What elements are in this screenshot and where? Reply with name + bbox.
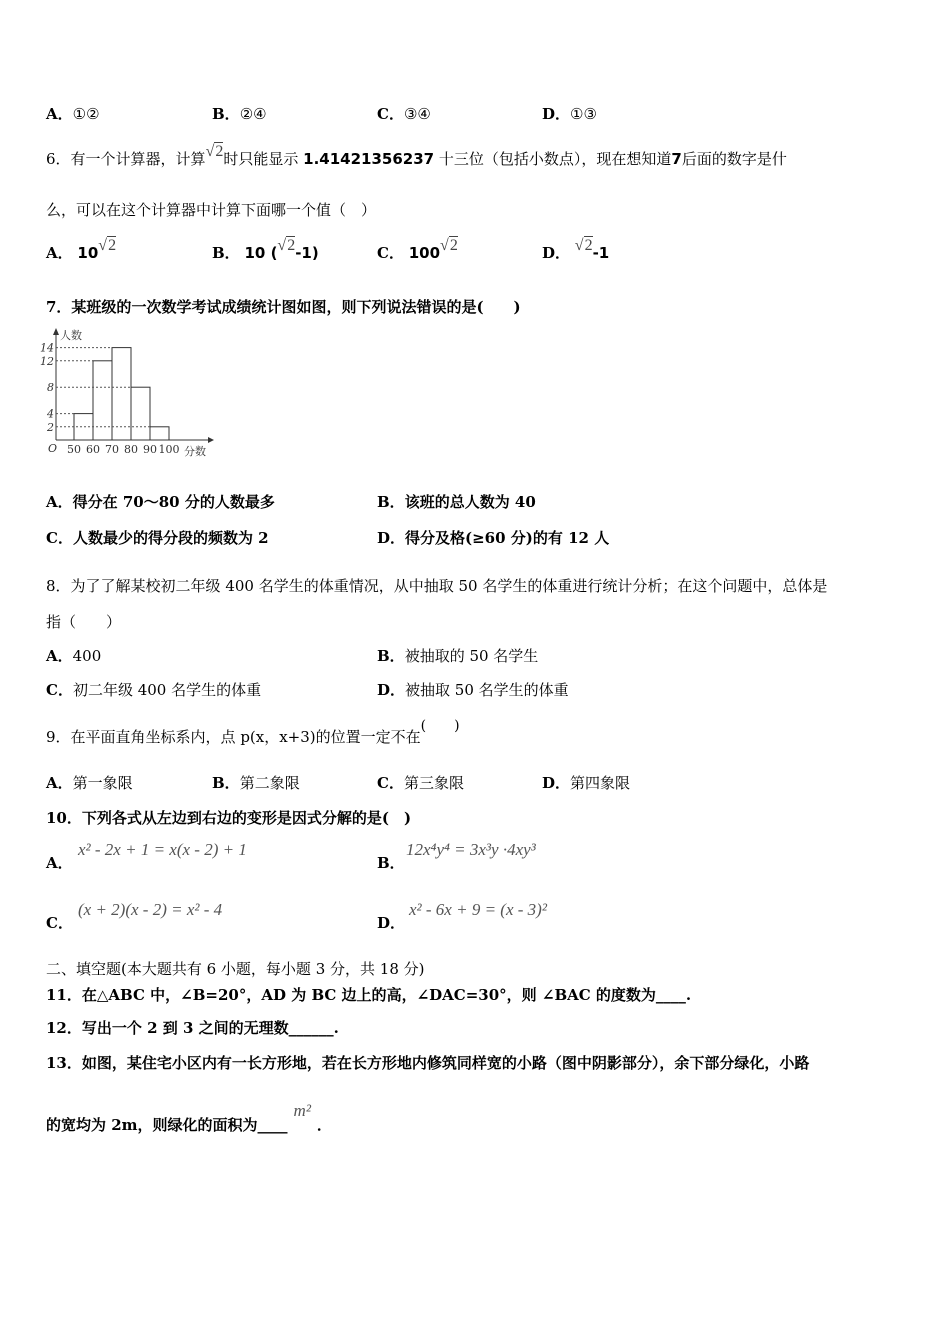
- x-tick-80: 80: [124, 443, 138, 456]
- y-tick-4: 4: [47, 407, 54, 421]
- x-tick-60: 60: [86, 443, 100, 456]
- q13-stem-line2: 的宽均为 2m，则绿化的面积为____m²．: [46, 1101, 332, 1134]
- chart-origin: O: [48, 442, 58, 455]
- chart-bars: [74, 348, 169, 440]
- q8-stem: 8．为了了解某校初二年级 400 名学生的体重情况，从中抽取 50 名学生的体重进行统计分析；在这个问题中，总体是: [46, 577, 828, 595]
- q6-option-b: B． 10 (√2-1): [212, 237, 319, 262]
- y-tick-14: 14: [40, 341, 54, 355]
- q13-stem: 13．如图，某住宅小区内有一长方形地，若在长方形地内修筑同样宽的小路（图中阴影部分），余下部分绿化，小路: [46, 1054, 810, 1072]
- x-tick-50: 50: [67, 443, 81, 456]
- chart-x-label: 分数: [184, 445, 206, 458]
- q10-formula-d: x² - 6x + 9 = (x - 3)²: [409, 900, 547, 919]
- q6-option-c: C． 100√2: [377, 237, 458, 262]
- q12-stem: 12．写出一个 2 到 3 之间的无理数______.: [46, 1019, 339, 1037]
- q8-stem-line2: 指（ ）: [46, 613, 122, 631]
- chart-y-label: 人数: [60, 329, 82, 342]
- q5-option-b: B．②④: [212, 105, 267, 123]
- q9-option-c: C．第三象限: [377, 774, 464, 792]
- x-tick-70: 70: [105, 443, 119, 456]
- q8-option-c: C．初二年级 400 名学生的体重: [46, 681, 262, 699]
- x-axis-arrow: [208, 437, 214, 443]
- q9-option-d: D．第四象限: [542, 774, 631, 792]
- y-tick-12: 12: [40, 354, 54, 368]
- q6-stem-line2: 么，可以在这个计算器中计算下面哪一个值（ ）: [46, 201, 377, 219]
- q11-stem: 11．在△ABC 中，∠B=20°，AD 为 BC 边上的高，∠DAC=30°，则 ∠BAC 的度数为____.: [46, 986, 692, 1004]
- bar-70-80: [112, 348, 131, 440]
- q7-option-c: C．人数最少的得分段的频数为 2: [46, 529, 269, 547]
- q5-option-d: D．①③: [542, 105, 597, 123]
- chart-x-ticks: [67, 443, 180, 456]
- q10-option-a: A．: [46, 854, 73, 872]
- x-tick-100: 100: [158, 443, 180, 456]
- q8-option-d: D．被抽取 50 名学生的体重: [377, 681, 569, 699]
- q10-stem: 10．下列各式从左边到右边的变形是因式分解的是( ): [46, 809, 412, 827]
- q10-formula-b: 12x⁴y⁴ = 3x³y ·4xy³: [406, 840, 536, 859]
- q9-stem: 9．在平面直角坐标系内，点 p(x，x+3)的位置一定不在( ): [46, 718, 460, 746]
- section-title: 二、填空题(本大题共有 6 小题，每小题 3 分，共 18 分): [46, 960, 425, 978]
- q7-option-d: D．得分及格(≥60 分)的有 12 人: [377, 529, 610, 547]
- q5-option-c: C．③④: [377, 105, 431, 123]
- q10-formula-c: (x + 2)(x - 2) = x² - 4: [78, 900, 223, 919]
- q10-option-d: D．: [377, 914, 406, 932]
- q7-stem: 7．某班级的一次数学考试成绩统计图如图，则下列说法错误的是( ): [46, 298, 521, 316]
- q10-option-b: B．: [377, 854, 405, 872]
- q9-option-a: A．第一象限: [46, 774, 133, 792]
- q6-option-a: A． 10√2: [46, 237, 117, 262]
- q10-option-c: C．: [46, 914, 73, 932]
- y-tick-2: 2: [47, 420, 54, 434]
- bar-60-70: [93, 361, 112, 440]
- y-axis-arrow: [53, 328, 59, 335]
- q7-option-a: A．得分在 70～80 分的人数最多: [46, 493, 275, 511]
- y-tick-8: 8: [47, 381, 54, 395]
- q5-option-a: A．①②: [46, 105, 100, 123]
- bar-90-100: [150, 427, 169, 440]
- q8-option-a: A．400: [46, 647, 102, 665]
- chart-y-ticks: [40, 342, 54, 434]
- q9-option-b: B．第二象限: [212, 774, 300, 792]
- q6-option-d: D． √2-1: [542, 237, 610, 262]
- q6-stem: 6．有一个计算器，计算√2时只能显示 1.41421356237 十三位（包括小数点），现在想知道7后面的数字是什: [46, 143, 787, 168]
- histogram-chart: [40, 325, 219, 465]
- x-tick-90: 90: [143, 443, 157, 456]
- q10-formula-a: x² - 2x + 1 = x(x - 2) + 1: [78, 840, 247, 859]
- bar-80-90: [131, 387, 150, 440]
- q8-option-b: B．被抽取的 50 名学生: [377, 647, 539, 665]
- q7-option-b: B．该班的总人数为 40: [377, 493, 536, 511]
